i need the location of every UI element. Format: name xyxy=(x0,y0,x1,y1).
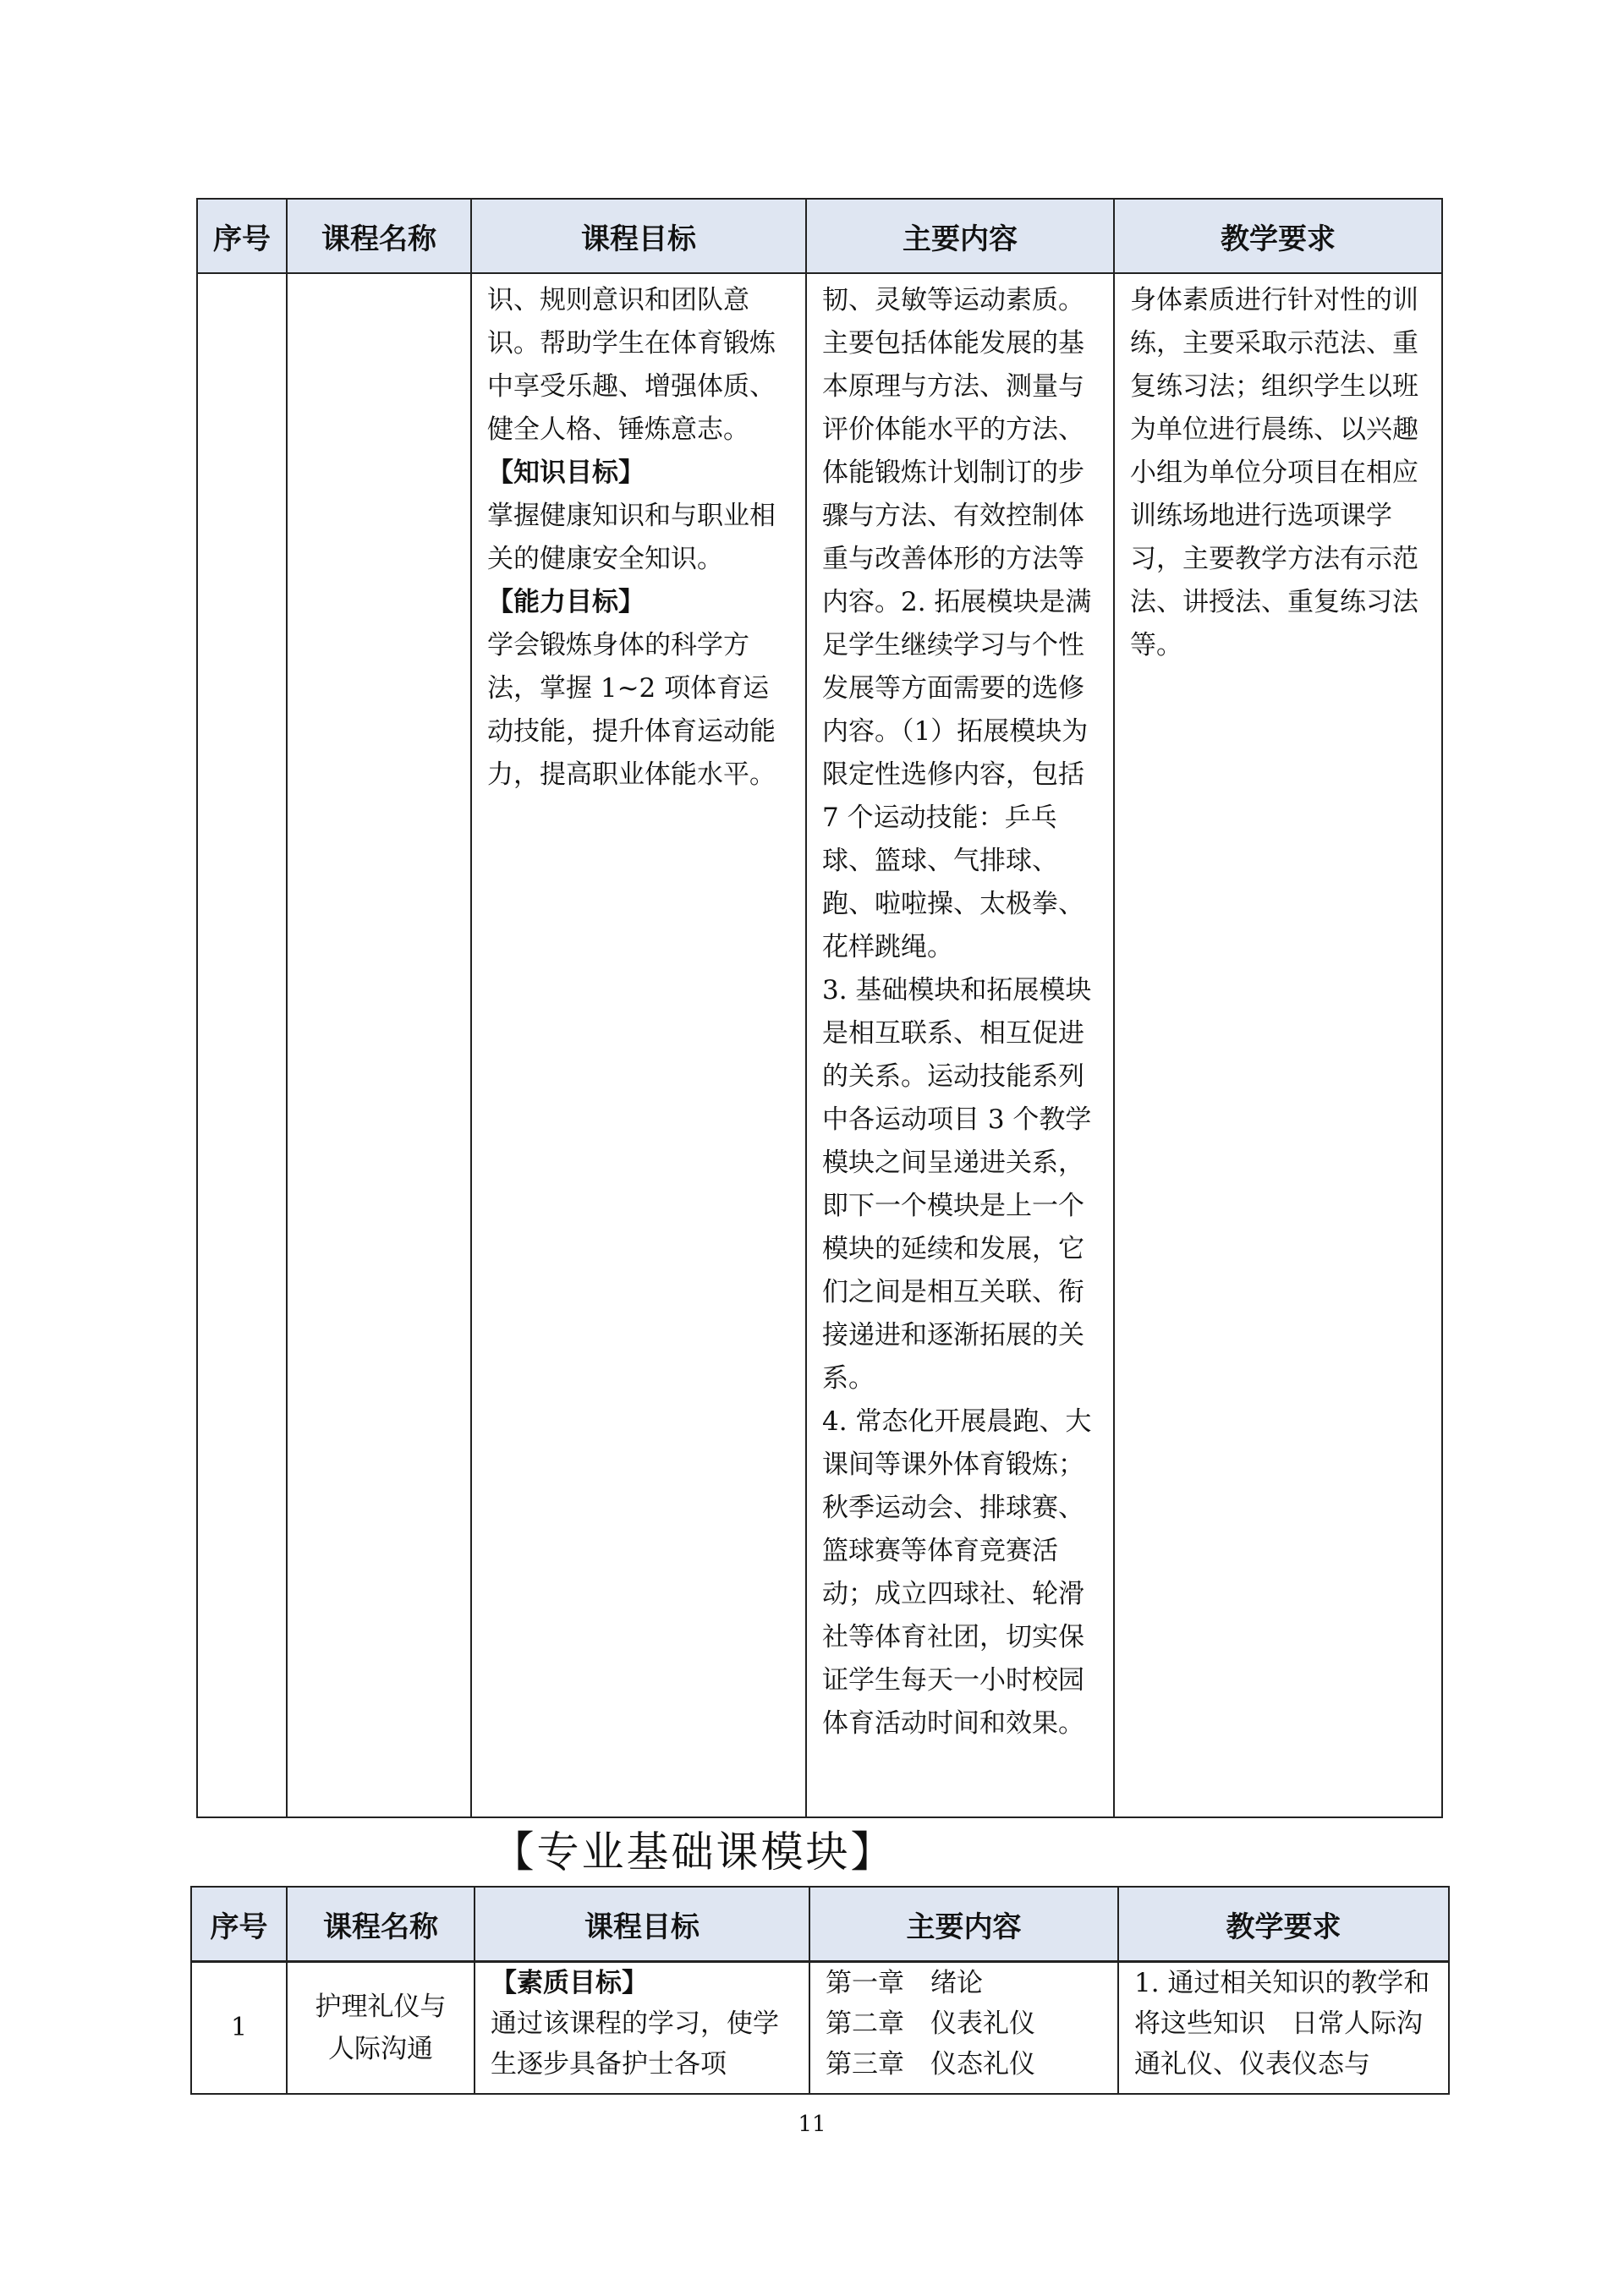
goals-text: 学会锻炼身体的科学方法，掌握 1~2 项体育运动技能，提升体育运动能力，提高职业体能水平。 xyxy=(487,630,776,790)
header-teaching-requirements: 教学要求 xyxy=(1118,1887,1449,1962)
content-line: 第二章 仪表礼仪 xyxy=(826,2008,1035,2039)
header-course-name: 课程名称 xyxy=(287,1887,475,1962)
course-table-continued xyxy=(196,198,1443,1818)
goals-heading-quality: 【素质目标】 xyxy=(491,1968,648,1998)
cell-course-name xyxy=(287,1962,475,2094)
content-paragraph: 韧、灵敏等运动素质。主要包括体能发展的基本原理与方法、测量与评价体能水平的方法、体能锻炼计划制订的步骤与方法、有效控制体重与改善体形的方法等内容。2. 拓展模块是满足学生继续学习与个性发展等方面需要的选修内容。（1）拓展模块为限定性选修内容，包括 7 个运动技能：乒乓球、篮球、气排球、跑、啦啦操、太极拳、花样跳绳。 xyxy=(822,285,1092,962)
header-course-goals: 课程目标 xyxy=(471,199,806,273)
header-number: 序号 xyxy=(191,1887,287,1962)
requirements-text: 身体素质进行针对性的训练，主要采取示范法、重复练习法；组织学生以班为单位进行晨练、以兴趣小组为单位分项目在相应训练场地进行选项课学习，主要教学方法有示范法、讲授法、重复练习法等。 xyxy=(1130,285,1418,660)
cell-number xyxy=(197,273,287,1817)
header-main-content: 主要内容 xyxy=(809,1887,1118,1962)
page-number: 11 xyxy=(798,2112,826,2137)
header-teaching-requirements: 教学要求 xyxy=(1114,199,1442,273)
cell-teaching-requirements xyxy=(1118,1962,1449,2094)
header-course-goals: 课程目标 xyxy=(475,1887,809,1962)
cell-main-content xyxy=(809,1962,1118,2094)
cell-course-goals xyxy=(475,1962,809,2094)
table-header-row xyxy=(191,1887,1449,1962)
goals-heading-ability: 【能力目标】 xyxy=(487,587,645,617)
header-number: 序号 xyxy=(197,199,287,273)
course-name-line: 人际沟通 xyxy=(328,2033,433,2064)
cell-teaching-requirements xyxy=(1114,273,1442,1817)
content-line: 第一章 绪论 xyxy=(826,1968,983,1998)
cell-course-name xyxy=(287,273,471,1817)
cell-number: 1 xyxy=(191,1962,287,2094)
header-main-content: 主要内容 xyxy=(806,199,1114,273)
content-line: 第三章 仪态礼仪 xyxy=(826,2049,1035,2080)
section-title: 【专业基础课模块】 xyxy=(491,1827,896,1877)
course-table-professional-basics xyxy=(190,1886,1450,2095)
table-header-row xyxy=(197,199,1442,273)
content-paragraph: 3. 基础模块和拓展模块是相互联系、相互促进的关系。运动技能系列中各运动项目 3 个教学模块之间呈递进关系，即下一个模块是上一个模块的延续和发展，它们之间是相互关联、衔接递进和逐渐拓展的关系。 xyxy=(822,975,1092,1394)
table-row xyxy=(191,1962,1449,2094)
cell-main-content xyxy=(806,273,1114,1817)
table-row xyxy=(197,273,1442,1817)
goals-heading-knowledge: 【知识目标】 xyxy=(487,458,645,488)
course-name-line: 护理礼仪与 xyxy=(315,1991,447,2022)
goals-text: 通过该课程的学习，使学生逐步具备护士各项 xyxy=(491,2008,779,2080)
cell-course-goals xyxy=(471,273,806,1817)
goals-text: 识、规则意识和团队意识。帮助学生在体育锻炼中享受乐趣、增强体质、健全人格、锤炼意志。 xyxy=(487,285,776,445)
content-paragraph: 4. 常态化开展晨跑、大课间等课外体育锻炼；秋季运动会、排球赛、篮球赛等体育竞赛活动；成立四球社、轮滑社等体育社团，切实保证学生每天一小时校园体育活动时间和效果。 xyxy=(822,1406,1092,1739)
requirements-text: 1. 通过相关知识的教学和将这些知识 日常人际沟通礼仪、仪表仪态与 xyxy=(1134,1968,1430,2080)
goals-text: 掌握健康知识和与职业相关的健康安全知识。 xyxy=(487,501,776,574)
header-course-name: 课程名称 xyxy=(287,199,471,273)
